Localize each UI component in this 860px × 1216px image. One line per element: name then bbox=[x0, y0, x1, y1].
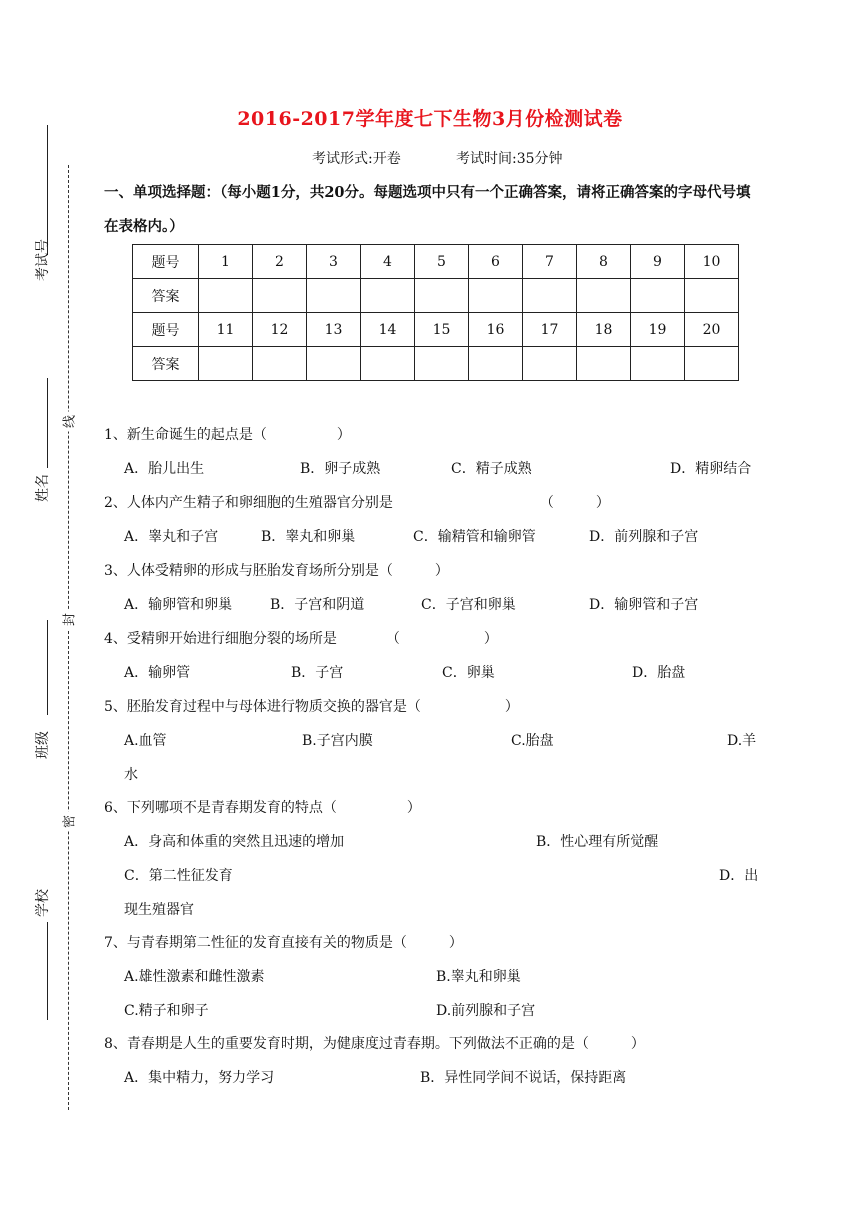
answer-cell[interactable] bbox=[415, 279, 469, 313]
table-cell-number: 19 bbox=[631, 313, 685, 347]
table-cell-number: 7 bbox=[523, 245, 577, 279]
question-8-option-a: A．集中精力，努力学习 bbox=[124, 1070, 275, 1086]
answer-cell[interactable] bbox=[577, 347, 631, 381]
table-cell-number: 8 bbox=[577, 245, 631, 279]
table-cell-number: 11 bbox=[199, 313, 253, 347]
question-5-option-d: D.羊 bbox=[727, 733, 757, 749]
question-1-option-a: A．胎儿出生 bbox=[124, 461, 205, 477]
table-cell-label: 题号 bbox=[133, 313, 199, 347]
question-5-option-d-wrap: 水 bbox=[124, 767, 138, 783]
answer-table bbox=[132, 244, 739, 381]
question-7-option-c: C.精子和卵子 bbox=[124, 1003, 209, 1019]
question-6-option-c: C．第二性征发育 bbox=[124, 868, 233, 884]
question-5-option-b: B.子宫内膜 bbox=[302, 733, 373, 749]
answer-cell[interactable] bbox=[361, 347, 415, 381]
question-1-option-b: B．卵子成熟 bbox=[300, 461, 381, 477]
answer-cell[interactable] bbox=[523, 347, 577, 381]
table-row-numbers-1 bbox=[133, 245, 739, 279]
question-6-option-d-wrap: 现生殖器官 bbox=[124, 902, 194, 918]
cut-char-line: 线 bbox=[59, 412, 78, 432]
table-row-answers-1 bbox=[133, 279, 739, 313]
question-7-option-a: A.雄性激素和雌性激素 bbox=[124, 969, 265, 985]
exam-time: 考试时间:35分钟 bbox=[456, 151, 563, 167]
answer-cell[interactable] bbox=[685, 279, 739, 313]
question-3-option-c: C．子宫和卵巢 bbox=[421, 597, 516, 613]
table-cell-number: 3 bbox=[307, 245, 361, 279]
question-2-option-a: A．睾丸和子宫 bbox=[124, 529, 219, 545]
question-8-stem: 8、青春期是人生的重要发育时期，为健康度过青春期。下列做法不正确的是（ ） bbox=[104, 1036, 645, 1052]
answer-cell[interactable] bbox=[685, 347, 739, 381]
answer-cell[interactable] bbox=[469, 279, 523, 313]
answer-cell[interactable] bbox=[361, 279, 415, 313]
question-2-option-c: C．输精管和输卵管 bbox=[413, 529, 536, 545]
question-1-option-c: C．精子成熟 bbox=[451, 461, 532, 477]
answer-cell[interactable] bbox=[415, 347, 469, 381]
answer-cell[interactable] bbox=[469, 347, 523, 381]
answer-cell[interactable] bbox=[253, 279, 307, 313]
answer-cell[interactable] bbox=[523, 279, 577, 313]
table-cell-number: 20 bbox=[685, 313, 739, 347]
question-3-option-a: A．输卵管和卵巢 bbox=[124, 597, 233, 613]
question-7-option-d: D.前列腺和子宫 bbox=[436, 1003, 536, 1019]
table-cell-number: 13 bbox=[307, 313, 361, 347]
question-2-option-d: D．前列腺和子宫 bbox=[589, 529, 699, 545]
question-5-option-c: C.胎盘 bbox=[511, 733, 554, 749]
table-cell-label: 答案 bbox=[133, 279, 199, 313]
question-8-option-b: B．异性同学间不说话，保持距离 bbox=[420, 1070, 627, 1086]
question-4-option-c: C．卵巢 bbox=[442, 665, 495, 681]
table-cell-number: 6 bbox=[469, 245, 523, 279]
answer-cell[interactable] bbox=[199, 279, 253, 313]
question-4-option-d: D．胎盘 bbox=[632, 665, 686, 681]
margin-line-2 bbox=[47, 378, 48, 468]
question-6-option-b: B．性心理有所觉醒 bbox=[536, 834, 659, 850]
margin-line-3 bbox=[47, 620, 48, 715]
margin-line-4 bbox=[47, 922, 48, 1020]
table-cell-number: 5 bbox=[415, 245, 469, 279]
question-7-option-b: B.睾丸和卵巢 bbox=[436, 969, 521, 985]
answer-cell[interactable] bbox=[631, 279, 685, 313]
table-cell-number: 17 bbox=[523, 313, 577, 347]
question-1-option-d: D．精卵结合 bbox=[670, 461, 752, 477]
table-cell-label: 题号 bbox=[133, 245, 199, 279]
exam-form: 考试形式:开卷 bbox=[312, 151, 401, 167]
margin-label-class: 班级 bbox=[35, 731, 51, 759]
table-cell-number: 12 bbox=[253, 313, 307, 347]
question-4-option-a: A．输卵管 bbox=[124, 665, 191, 681]
table-row-numbers-2 bbox=[133, 313, 739, 347]
table-cell-number: 1 bbox=[199, 245, 253, 279]
cut-char-secret: 密 bbox=[59, 812, 78, 832]
table-cell-number: 10 bbox=[685, 245, 739, 279]
question-1-stem: 1、新生命诞生的起点是（ ） bbox=[104, 427, 351, 443]
question-3-option-b: B．子宫和阴道 bbox=[270, 597, 365, 613]
table-cell-number: 4 bbox=[361, 245, 415, 279]
question-3-option-d: D．输卵管和子宫 bbox=[589, 597, 699, 613]
question-2-option-b: B．睾丸和卵巢 bbox=[261, 529, 356, 545]
section-heading: 一、单项选择题：（每小题1分，共20分。每题选项中只有一个正确答案，请将正确答案的字母代号填在表格内。） bbox=[104, 184, 751, 235]
question-6-option-d: D．出 bbox=[719, 868, 759, 884]
margin-label-school: 学校 bbox=[35, 889, 51, 917]
page-title: 2016-2017学年度七下生物3月份检测试卷 bbox=[237, 108, 623, 130]
table-cell-label: 答案 bbox=[133, 347, 199, 381]
answer-cell[interactable] bbox=[307, 347, 361, 381]
table-cell-number: 2 bbox=[253, 245, 307, 279]
table-cell-number: 18 bbox=[577, 313, 631, 347]
answer-cell[interactable] bbox=[253, 347, 307, 381]
question-6-option-a: A．身高和体重的突然且迅速的增加 bbox=[124, 834, 345, 850]
answer-cell[interactable] bbox=[307, 279, 361, 313]
question-2-stem: 2、人体内产生精子和卵细胞的生殖器官分别是 （ ） bbox=[104, 495, 610, 511]
table-cell-number: 9 bbox=[631, 245, 685, 279]
cut-dashed-line bbox=[68, 165, 69, 1110]
margin-label-name: 姓名 bbox=[35, 474, 51, 502]
question-5-option-a: A.血管 bbox=[124, 733, 167, 749]
table-row-answers-2 bbox=[133, 347, 739, 381]
answer-cell[interactable] bbox=[631, 347, 685, 381]
question-4-stem: 4、受精卵开始进行细胞分裂的场所是 （ ） bbox=[104, 631, 498, 647]
answer-cell[interactable] bbox=[199, 347, 253, 381]
margin-label-exam-number: 考试号 bbox=[35, 239, 51, 281]
answer-cell[interactable] bbox=[577, 279, 631, 313]
table-cell-number: 16 bbox=[469, 313, 523, 347]
table-cell-number: 15 bbox=[415, 313, 469, 347]
question-7-stem: 7、与青春期第二性征的发育直接有关的物质是（ ） bbox=[104, 935, 463, 951]
question-3-stem: 3、人体受精卵的形成与胚胎发育场所分别是（ ） bbox=[104, 563, 449, 579]
cut-char-seal: 封 bbox=[59, 610, 78, 630]
question-5-stem: 5、胚胎发育过程中与母体进行物质交换的器官是（ ） bbox=[104, 699, 519, 715]
question-6-stem: 6、下列哪项不是青春期发育的特点（ ） bbox=[104, 800, 421, 816]
question-4-option-b: B．子宫 bbox=[291, 665, 344, 681]
table-cell-number: 14 bbox=[361, 313, 415, 347]
